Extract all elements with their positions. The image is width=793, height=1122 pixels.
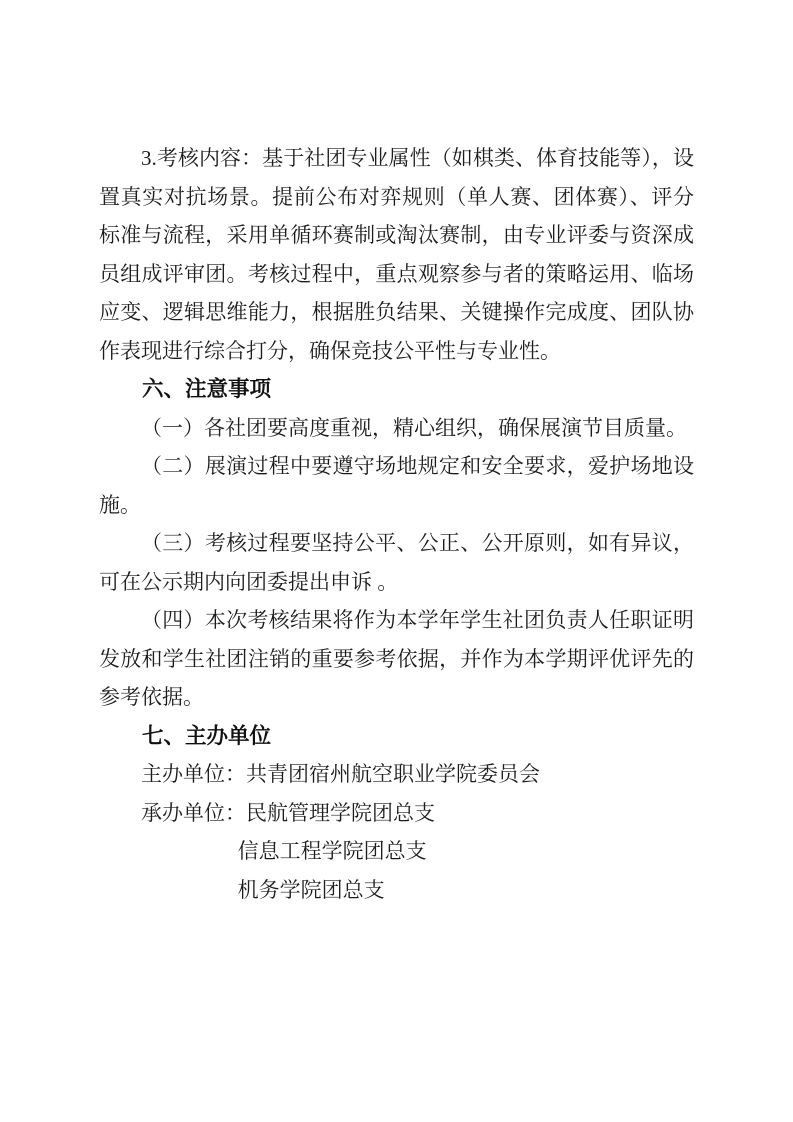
note-item-2: （二）展演过程中要遵守场地规定和安全要求，爱护场地设施。 (99, 454, 694, 517)
note-item-3: （三）考核过程要坚持公平、公正、公开原则，如有异议，可在公示期内向团委提出申诉 。 (99, 531, 694, 594)
note-item-1: （一）各社团要高度重视，精心组织，确保展演节目质量。 (141, 415, 687, 440)
undertaker-line-3: 机务学院团总支 (237, 877, 385, 902)
note-item-4: （四）本次考核结果将作为本学年学生社团负责人任职证明发放和学生社团注销的重要参考依据，并作为本学期评优评先的参考依据。 (99, 608, 694, 709)
document-page (99, 139, 694, 909)
paragraph-assessment-content: 3.考核内容：基于社团专业属性（如棋类、体育技能等），设置真实对抗场景。提前公布对弈规则（单人赛、团体赛）、评分标准与流程，采用单循环赛制或淘汰赛制，由专业评委与资深成员组成评审团。考核过程中，重点观察参与者的策略运用、临场应变、逻辑思维能力，根据胜负结果、关键操作完成度、团队协作表现进行综合打分，确保竞技公平性与专业性。 (99, 146, 694, 363)
organizer-line: 主办单位：共青团宿州航空职业学院委员会 (141, 762, 540, 786)
section-heading-notes: 六、注意事项 (142, 377, 272, 401)
section-heading-organizers: 七、主办单位 (142, 723, 272, 748)
undertaker-line-2: 信息工程学院团总支 (237, 839, 427, 863)
undertaker-line-1: 承办单位：民航管理学院团总支 (141, 800, 435, 825)
